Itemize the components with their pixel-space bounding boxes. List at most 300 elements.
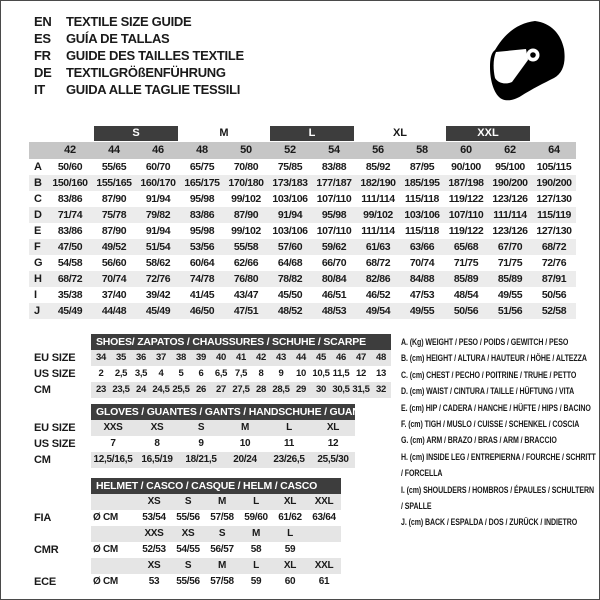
language-title: TEXTILE SIZE GUIDE	[66, 14, 192, 29]
row-letter: H	[34, 273, 42, 285]
size-value: 59/62	[321, 241, 347, 253]
value-cell: 29	[291, 382, 311, 398]
size-value: 67/70	[497, 241, 523, 253]
helmet-value-row	[29, 510, 341, 526]
value-cell: 37	[151, 350, 171, 366]
value-cell: 45	[311, 350, 331, 366]
size-value: 49/55	[497, 289, 523, 301]
value-cell: 36	[131, 350, 151, 366]
size-value: 54/58	[57, 257, 83, 269]
size-value: 87/90	[233, 209, 259, 221]
size-value: 65/75	[189, 161, 215, 173]
language-row	[34, 64, 244, 81]
row-label	[29, 494, 91, 510]
value-cell: 61/62	[278, 512, 302, 523]
size-value: 91/94	[145, 193, 171, 205]
size-value: 35/38	[57, 289, 83, 301]
size-value: 95/98	[189, 193, 215, 205]
size-value: 87/90	[101, 225, 127, 237]
value-cell: 24,5	[151, 382, 171, 398]
row-label: CM	[29, 382, 91, 398]
size-value: 46/50	[189, 305, 215, 317]
size-band-row	[29, 126, 576, 141]
size-value: 41/45	[189, 289, 215, 301]
value-cell: 28,5	[271, 382, 291, 398]
value-cell: 12	[356, 368, 366, 379]
helmet-section	[29, 478, 341, 590]
size-header: XL	[273, 494, 307, 510]
size-value: 111/114	[361, 225, 395, 237]
size-value: 95/98	[321, 209, 347, 221]
size-band-l: L	[270, 126, 354, 141]
column-header: 62	[504, 144, 516, 156]
size-value: 51/56	[497, 305, 523, 317]
measure-row	[29, 303, 576, 319]
legend-entry: A. (Kg) WEIGHT / PESO / POIDS / GEWITCH / PESO	[401, 337, 569, 348]
size-value: 55/58	[233, 241, 259, 253]
legend-entry: C. (cm) CHEST / PECHO / POITRINE / TRUHE / PETTO	[401, 369, 577, 381]
size-value: 123/126	[492, 193, 528, 205]
helmet-icon	[487, 19, 567, 107]
size-value: 71/75	[497, 257, 523, 269]
value-cell: 39	[191, 350, 211, 366]
size-header: M	[205, 494, 239, 510]
value-cell: 6,5	[214, 368, 228, 379]
value-cell: XS	[135, 420, 179, 436]
value-cell: 23/26,5	[267, 452, 311, 468]
value-cell: 44	[291, 350, 311, 366]
row-letter: D	[34, 209, 42, 221]
value-cell: 25,5/30	[311, 452, 355, 468]
size-value: 60/64	[189, 257, 215, 269]
language-list	[34, 13, 244, 98]
helmet-rows	[29, 494, 341, 590]
size-value: 76/80	[233, 273, 259, 285]
language-title: GUIDA ALLE TAGLIE TESSILI	[66, 82, 241, 97]
value-cell: 60	[284, 576, 296, 587]
value-cell: 23,5	[111, 382, 131, 398]
row-letter: B	[34, 177, 42, 189]
size-value: 39/42	[145, 289, 171, 301]
row-letter: J	[34, 305, 41, 317]
size-value: 111/114	[493, 209, 527, 221]
legend-entry: D. (cm) WAIST / CINTURA / TAILLE / HÜFTUNG / VITA	[401, 386, 575, 398]
value-cell: XL	[311, 420, 355, 436]
size-value: 150/160	[52, 177, 88, 189]
size-header: M	[205, 558, 239, 574]
size-value: 50/60	[57, 161, 83, 173]
textile-size-table	[29, 126, 576, 319]
diameter-unit: Ø CM	[93, 576, 118, 587]
size-value: 49/55	[409, 305, 435, 317]
size-value: 74/78	[189, 273, 215, 285]
value-cell: 54/55	[176, 544, 200, 555]
shoes-section	[29, 334, 391, 398]
size-value: 177/187	[316, 177, 352, 189]
size-value: 165/175	[184, 177, 220, 189]
row-letter: C	[34, 193, 42, 205]
size-header: M	[239, 526, 273, 542]
legend-entry: B. (cm) HEIGHT / ALTURA / HAUTEUR / HÖHE / ALTEZZA	[401, 353, 587, 365]
measure-row	[29, 223, 576, 239]
value-cell: 28	[251, 382, 271, 398]
size-value: 87/90	[101, 193, 127, 205]
row-label: US SIZE	[29, 436, 91, 452]
measure-row	[29, 175, 576, 191]
size-header: L	[239, 558, 273, 574]
size-value: 75/78	[101, 209, 127, 221]
size-value: 87/91	[541, 273, 567, 285]
size-value: 78/82	[277, 273, 303, 285]
value-cell: 2	[98, 368, 104, 379]
measure-row	[29, 207, 576, 223]
table-row	[29, 452, 355, 468]
helmet-section-title: HELMET / CASCO / CASQUE / HELM / CASCO	[91, 478, 341, 494]
value-cell: 9	[278, 368, 284, 379]
size-value: 155/165	[96, 177, 132, 189]
value-cell: 3,5	[134, 368, 148, 379]
value-cell: 31,5	[351, 382, 371, 398]
measure-row	[29, 239, 576, 255]
size-value: 48/53	[321, 305, 347, 317]
size-value: 55/65	[101, 161, 127, 173]
legend-entry: H. (cm) INSIDE LEG / ENTREPIERNA / FOURCHE / SCHRITT / FORCELLA	[401, 451, 596, 480]
size-value: 60/70	[145, 161, 171, 173]
size-value: 70/74	[409, 257, 435, 269]
value-cell: 12,5/16,5	[91, 452, 135, 468]
size-value: 83/86	[57, 225, 83, 237]
size-header	[307, 526, 341, 542]
language-title: TEXTILGRÖßENFÜHRUNG	[66, 65, 226, 80]
size-value: 49/52	[101, 241, 127, 253]
value-cell: 23	[91, 382, 111, 398]
certification-label: CMR	[29, 542, 91, 558]
size-header: L	[239, 494, 273, 510]
size-value: 56/60	[101, 257, 127, 269]
size-value: 115/119	[537, 209, 571, 221]
measure-row	[29, 191, 576, 207]
diameter-unit: Ø CM	[93, 512, 118, 523]
size-value: 84/88	[409, 273, 435, 285]
size-value: 99/102	[363, 209, 393, 221]
size-value: 80/84	[321, 273, 347, 285]
row-label	[29, 558, 91, 574]
shoes-rows	[29, 350, 391, 398]
size-value: 45/50	[277, 289, 303, 301]
corner-cell	[29, 142, 48, 159]
size-value: 71/75	[453, 257, 479, 269]
certification-label: FIA	[29, 510, 91, 526]
size-header: XXS	[137, 526, 171, 542]
size-header: S	[171, 494, 205, 510]
size-value: 170/180	[228, 177, 264, 189]
value-cell: 7,5	[234, 368, 248, 379]
size-value: 127/130	[536, 193, 572, 205]
value-cell: 46	[331, 350, 351, 366]
value-cell: 43	[271, 350, 291, 366]
column-header: 50	[240, 144, 252, 156]
value-cell: 12	[327, 438, 339, 449]
size-value: 85/92	[365, 161, 391, 173]
measure-row	[29, 287, 576, 303]
row-label: EU SIZE	[29, 350, 91, 366]
size-value: 47/51	[233, 305, 259, 317]
size-value: 53/56	[189, 241, 215, 253]
value-cell: 48	[371, 350, 391, 366]
value-cell: 6	[198, 368, 204, 379]
column-header: 48	[196, 144, 208, 156]
size-value: 99/102	[231, 193, 261, 205]
size-value: 83/86	[189, 209, 215, 221]
helmet-value-row	[29, 542, 341, 558]
size-value: 71/74	[57, 209, 83, 221]
size-value: 47/50	[57, 241, 83, 253]
size-value: 68/72	[57, 273, 83, 285]
size-value: 48/52	[277, 305, 303, 317]
legend-entry: F. (cm) TIGH / MUSLO / CUISSE / SCHENKEL / COSCIA	[401, 419, 580, 431]
size-band-xxl: XXL	[446, 126, 530, 141]
gloves-rows	[29, 420, 355, 468]
size-value: 107/110	[316, 193, 352, 205]
value-cell: 63/64	[312, 512, 336, 523]
size-value: 107/110	[448, 209, 484, 221]
helmet-size-row	[29, 494, 341, 510]
size-value: 75/85	[277, 161, 303, 173]
value-cell: 8	[154, 438, 160, 449]
size-value: 90/100	[451, 161, 481, 173]
row-letter: E	[34, 225, 42, 237]
value-cell: 41	[231, 350, 251, 366]
row-letter: G	[34, 257, 43, 269]
size-value: 190/200	[492, 177, 528, 189]
value-cell: 61	[318, 576, 330, 587]
value-cell: 55/56	[176, 512, 200, 523]
table-row	[29, 366, 391, 382]
table-row	[29, 420, 355, 436]
size-value: 65/68	[453, 241, 479, 253]
table-row	[29, 350, 391, 366]
size-value: 127/130	[536, 225, 572, 237]
size-value: 82/86	[365, 273, 391, 285]
size-value: 85/89	[497, 273, 523, 285]
value-cell: 47	[351, 350, 371, 366]
value-cell: M	[223, 420, 267, 436]
size-value: 52/58	[541, 305, 567, 317]
value-cell: 13	[376, 368, 386, 379]
size-value: 68/72	[541, 241, 567, 253]
language-code: EN	[34, 14, 52, 29]
language-row	[34, 30, 244, 47]
unit-header-spacer	[91, 526, 137, 542]
size-value: 72/76	[541, 257, 567, 269]
row-label: US SIZE	[29, 366, 91, 382]
language-row	[34, 13, 244, 30]
size-value: 70/80	[233, 161, 259, 173]
size-value: 37/40	[101, 289, 127, 301]
size-value: 105/115	[536, 161, 572, 173]
size-value: 44/48	[101, 305, 127, 317]
legend-entry: E. (cm) HIP / CADERA / HANCHE / HÜFTE / HIPS / BACINO	[401, 402, 591, 414]
value-cell: L	[267, 420, 311, 436]
value-cell: 27	[211, 382, 231, 398]
size-header: XXL	[307, 558, 341, 574]
size-value: 95/100	[495, 161, 525, 173]
size-value: 115/118	[405, 193, 439, 205]
size-value: 58/62	[145, 257, 171, 269]
size-value: 119/122	[448, 225, 484, 237]
column-header: 42	[64, 144, 76, 156]
row-label	[29, 526, 91, 542]
value-cell	[307, 542, 341, 558]
column-header: 60	[460, 144, 472, 156]
row-letter: A	[34, 161, 42, 173]
value-cell: 4	[158, 368, 164, 379]
value-cell: 16,5/19	[135, 452, 179, 468]
language-code: IT	[34, 82, 45, 97]
size-value: 45/49	[145, 305, 171, 317]
value-cell: 10,5	[312, 368, 330, 379]
measure-row	[29, 255, 576, 271]
helmet-value-row	[29, 574, 341, 590]
value-cell: 42	[251, 350, 271, 366]
value-cell: 59	[284, 544, 296, 555]
language-title: GUÍA DE TALLAS	[66, 31, 170, 46]
column-header: 44	[108, 144, 120, 156]
language-code: ES	[34, 31, 51, 46]
column-header: 56	[372, 144, 384, 156]
size-value: 182/190	[360, 177, 396, 189]
column-header: 58	[416, 144, 428, 156]
size-header: S	[171, 558, 205, 574]
size-value: 64/68	[277, 257, 303, 269]
size-value: 46/51	[321, 289, 347, 301]
table-row	[29, 436, 355, 452]
value-cell: 27,5	[231, 382, 251, 398]
size-band-m: M	[219, 127, 229, 139]
diameter-unit: Ø CM	[93, 544, 118, 555]
size-value: 83/88	[321, 161, 347, 173]
value-cell: 38	[171, 350, 191, 366]
size-header: S	[205, 526, 239, 542]
size-value: 63/66	[409, 241, 435, 253]
value-cell: 56/57	[210, 544, 234, 555]
value-cell: 5	[178, 368, 184, 379]
value-cell: 18/21,5	[179, 452, 223, 468]
size-value: 91/94	[145, 225, 171, 237]
size-header: L	[273, 526, 307, 542]
value-cell: 11	[284, 438, 294, 449]
value-cell: 52/53	[142, 544, 166, 555]
shoes-section-title: SHOES/ ZAPATOS / CHAUSSURES / SCHUHE / SCARPE	[91, 334, 391, 350]
size-number-row	[29, 142, 576, 159]
size-value: 68/72	[365, 257, 391, 269]
value-cell: 59	[250, 576, 262, 587]
table-row	[29, 382, 391, 398]
row-label: CM	[29, 452, 91, 468]
size-value: 50/56	[541, 289, 567, 301]
size-value: 50/56	[453, 305, 479, 317]
size-value: 103/106	[272, 193, 308, 205]
value-cell: 24	[131, 382, 151, 398]
size-value: 85/89	[453, 273, 479, 285]
row-label: EU SIZE	[29, 420, 91, 436]
row-letter: F	[34, 241, 41, 253]
certification-label: ECE	[29, 574, 91, 590]
size-value: 47/53	[409, 289, 435, 301]
size-value: 62/66	[233, 257, 259, 269]
size-value: 185/195	[404, 177, 440, 189]
size-value: 190/200	[536, 177, 572, 189]
size-value: 72/76	[145, 273, 171, 285]
value-cell: 30,5	[331, 382, 351, 398]
helmet-size-row	[29, 558, 341, 574]
size-header: XS	[137, 558, 171, 574]
value-cell: 57/58	[210, 576, 234, 587]
size-value: 99/102	[231, 225, 261, 237]
size-value: 61/63	[365, 241, 391, 253]
size-value: 103/106	[272, 225, 308, 237]
value-cell: 11,5	[332, 368, 350, 379]
size-value: 123/126	[492, 225, 528, 237]
size-value: 48/54	[453, 289, 479, 301]
size-value: 49/54	[365, 305, 391, 317]
size-value: 87/95	[409, 161, 435, 173]
helmet-size-row	[29, 526, 341, 542]
value-cell: 7	[110, 438, 116, 449]
value-cell: XXS	[91, 420, 135, 436]
language-row	[34, 81, 244, 98]
measure-row	[29, 271, 576, 287]
value-cell: 53	[148, 576, 160, 587]
size-value: 83/86	[57, 193, 83, 205]
language-row	[34, 47, 244, 64]
gloves-section-title: GLOVES / GUANTES / GANTS / HANDSCHUHE / GUANTI	[91, 404, 355, 420]
column-header: 64	[548, 144, 560, 156]
size-value: 160/170	[140, 177, 176, 189]
size-header: XXL	[307, 494, 341, 510]
size-header: XL	[273, 558, 307, 574]
value-cell: 55/56	[176, 576, 200, 587]
value-cell: 40	[211, 350, 231, 366]
size-value: 70/74	[101, 273, 127, 285]
size-value: 103/106	[404, 209, 440, 221]
size-value: 79/82	[145, 209, 171, 221]
size-header: XS	[137, 494, 171, 510]
size-value: 173/183	[272, 177, 308, 189]
value-cell: 10	[296, 368, 306, 379]
size-value: 45/49	[57, 305, 83, 317]
value-cell: 35	[111, 350, 131, 366]
size-value: 95/98	[189, 225, 215, 237]
value-cell: 59/60	[244, 512, 268, 523]
value-cell: S	[179, 420, 223, 436]
value-cell: 20/24	[223, 452, 267, 468]
helmet-icon-svg	[487, 19, 567, 104]
size-value: 46/52	[365, 289, 391, 301]
size-value: 187/198	[448, 177, 484, 189]
size-value: 57/60	[277, 241, 303, 253]
size-value: 111/114	[361, 193, 395, 205]
column-header: 54	[328, 144, 340, 156]
size-header: XS	[171, 526, 205, 542]
measure-row	[29, 159, 576, 175]
unit-header-spacer	[91, 558, 137, 574]
gloves-section	[29, 404, 369, 468]
unit-header-spacer	[91, 494, 137, 510]
column-header: 52	[284, 144, 296, 156]
size-value: 51/54	[145, 241, 171, 253]
size-value: 43/47	[233, 289, 259, 301]
